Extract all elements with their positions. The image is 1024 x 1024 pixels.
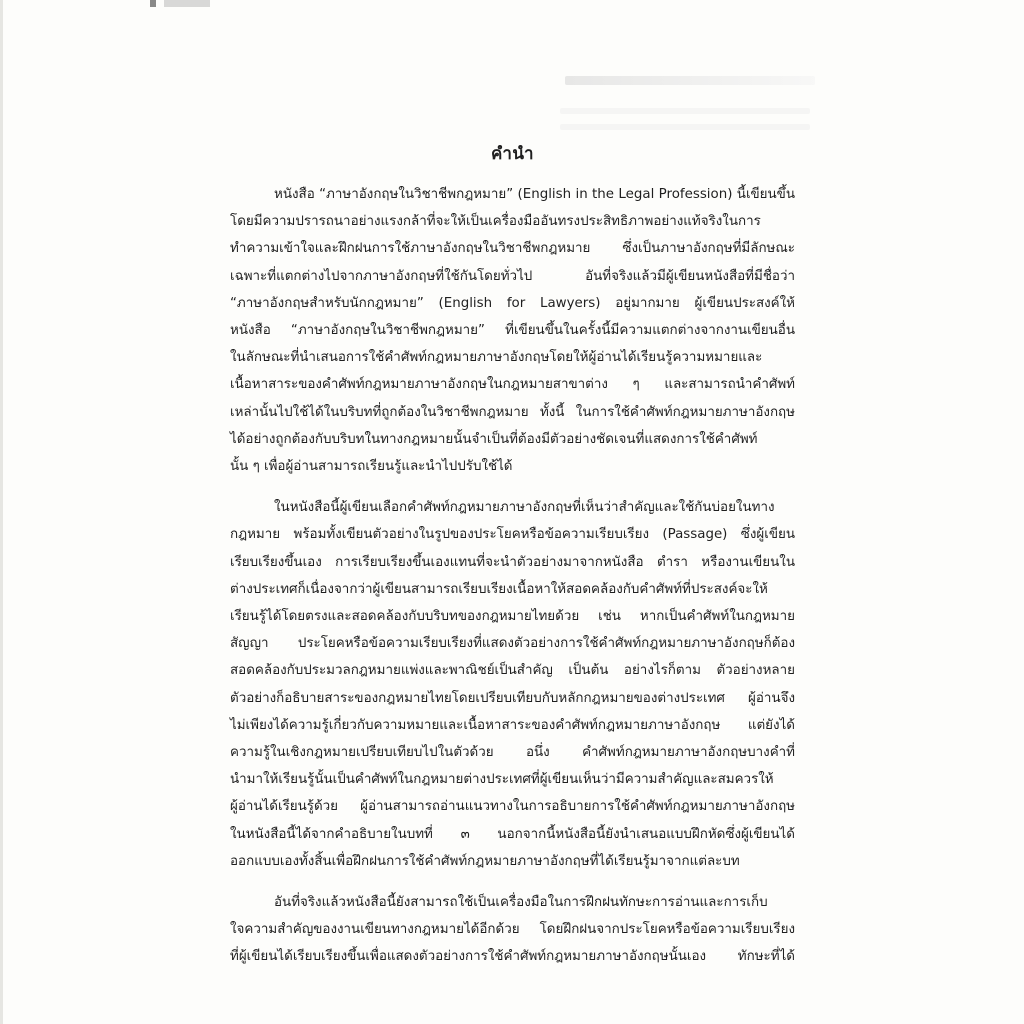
text-line: ในหนังสือนี้ได้จากคำอธิบายในบทที่ ๓ นอกจากนี้หนังสือนี้ยังนำเสนอแบบฝึกหัดซึ่งผู้เขียนได้ <box>230 826 795 842</box>
text-line: ได้อย่างถูกต้องกับบริบทในทางกฎหมายนั้นจำเป็นที่ต้องมีตัวอย่างชัดเจนที่แสดงการใช้คำศัพท์ <box>230 431 758 447</box>
text-line: กฎหมาย พร้อมทั้งเขียนตัวอย่างในรูปของประโยคหรือข้อความเรียบเรียง (Passage) ซึ่งผู้เขียน <box>230 527 795 543</box>
text-line: นำมาให้เรียนรู้นั้นเป็นคำศัพท์ในกฎหมายต่างประเทศที่ผู้เขียนเห็นว่ามีความสำคัญและสมควรให้ <box>230 772 774 788</box>
text-line: ที่ผู้เขียนได้เรียบเรียงขึ้นเพื่อแสดงตัวอย่างการใช้คำศัพท์กฎหมายภาษาอังกฤษนั้นเอง ทักษะที่ได้ <box>230 949 795 965</box>
text-line: เนื้อหาสาระของคำศัพท์กฎหมายภาษาอังกฤษในกฎหมายสาขาต่าง ๆ และสามารถนำคำศัพท์ <box>230 377 795 393</box>
bleed-through-mark <box>150 0 240 7</box>
text-line: ในลักษณะที่นำเสนอการใช้คำศัพท์กฎหมายภาษาอังกฤษโดยให้ผู้อ่านได้เรียนรู้ความหมายและ <box>230 350 763 366</box>
text-line: ใจความสำคัญของงานเขียนทางกฎหมายได้อีกด้วย โดยฝึกฝนจากประโยคหรือข้อความเรียบเรียง <box>230 922 795 938</box>
text-line: ผู้อ่านได้เรียนรู้ด้วย ผู้อ่านสามารถอ่านแนวทางในการอธิบายการใช้คำศัพท์กฎหมายภาษาอังกฤษ <box>230 799 795 815</box>
bleed-through-line <box>560 124 810 130</box>
text-line: เฉพาะที่แตกต่างไปจากภาษาอังกฤษที่ใช้กันโดยทั่วไป อันที่จริงแล้วมีผู้เขียนหนังสือที่มีชื่อว่า <box>230 268 795 284</box>
text-line: ไม่เพียงได้ความรู้เกี่ยวกับความหมายและเนื้อหาสาระของคำศัพท์กฎหมายภาษาอังกฤษ แต่ยังได้ <box>230 717 795 733</box>
text-line: อันที่จริงแล้วหนังสือนี้ยังสามารถใช้เป็นเครื่องมือในการฝึกฝนทักษะการอ่านและการเก็บ <box>274 895 768 911</box>
text-line: หนังสือ “ภาษาอังกฤษในวิชาชีพกฎหมาย” (English in the Legal Profession) นี้เขียนขึ้น <box>274 187 795 202</box>
text-line: เรียนรู้ได้โดยตรงและสอดคล้องกับบริบทของกฎหมายไทยด้วย เช่น หากเป็นคำศัพท์ในกฎหมาย <box>230 609 795 625</box>
text-line: ความรู้ในเชิงกฎหมายเปรียบเทียบไปในตัวด้วย อนึ่ง คำศัพท์กฎหมายภาษาอังกฤษบางคำที่ <box>230 745 795 761</box>
text-line: ในหนังสือนี้ผู้เขียนเลือกคำศัพท์กฎหมายภาษาอังกฤษที่เห็นว่าสำคัญและใช้กันบ่อยในทาง <box>274 500 775 516</box>
bleed-through-header <box>565 76 815 85</box>
scan-edge <box>0 0 3 1024</box>
text-line: โดยมีความปรารถนาอย่างแรงกล้าที่จะให้เป็นเครื่องมืออันทรงประสิทธิภาพอย่างแท้จริงในการ <box>230 214 761 230</box>
text-line: “ภาษาอังกฤษสำหรับนักกฎหมาย” (English for Lawyers) อยู่มากมาย ผู้เขียนประสงค์ให้ <box>230 295 795 311</box>
paragraph-1 <box>230 181 795 480</box>
page-title: คำนำ <box>490 144 535 164</box>
text-line: ออกแบบเองทั้งสิ้นเพื่อฝึกฝนการใช้คำศัพท์กฎหมายภาษาอังกฤษที่ได้เรียนรู้มาจากแต่ละบท <box>230 853 740 869</box>
text-line: เรียบเรียงขึ้นเอง การเรียบเรียงขึ้นเองแทนที่จะนำตัวอย่างมาจากหนังสือ ตำรา หรืองานเขียนใน <box>230 554 795 570</box>
paragraph-2 <box>230 494 795 875</box>
text-line: หนังสือ “ภาษาอังกฤษในวิชาชีพกฎหมาย” ที่เขียนขึ้นในครั้งนี้มีความแตกต่างจากงานเขียนอื่น <box>230 323 795 339</box>
text-line: เหล่านั้นไปใช้ได้ในบริบทที่ถูกต้องในวิชาชีพกฎหมาย ทั้งนี้ ในการใช้คำศัพท์กฎหมายภาษาอังกฤษ <box>230 404 795 420</box>
preface-content <box>230 140 795 985</box>
text-line: ต่างประเทศก็เนื่องจากว่าผู้เขียนสามารถเรียบเรียงเนื้อหาให้สอดคล้องกับคำศัพท์ที่ประสงค์จะให้ <box>230 581 768 597</box>
text-line: สอดคล้องกับประมวลกฎหมายแพ่งและพาณิชย์เป็นสำคัญ เป็นต้น อย่างไรก็ตาม ตัวอย่างหลาย <box>230 663 795 679</box>
text-line: ตัวอย่างก็อธิบายสาระของกฎหมายไทยโดยเปรียบเทียบกับหลักกฎหมายของต่างประเทศ ผู้อ่านจึง <box>230 690 795 706</box>
text-line: นั้น ๆ เพื่อผู้อ่านสามารถเรียนรู้และนำไปปรับใช้ได้ <box>230 459 513 475</box>
text-line: ทำความเข้าใจและฝึกฝนการใช้ภาษาอังกฤษในวิชาชีพกฎหมาย ซึ่งเป็นภาษาอังกฤษที่มีลักษณะ <box>230 241 795 257</box>
paragraph-3 <box>230 889 795 971</box>
text-line: สัญญา ประโยคหรือข้อความเรียบเรียงที่แสดงตัวอย่างการใช้คำศัพท์กฎหมายภาษาอังกฤษก็ต้อง <box>230 636 795 652</box>
bleed-through-line <box>560 108 810 114</box>
